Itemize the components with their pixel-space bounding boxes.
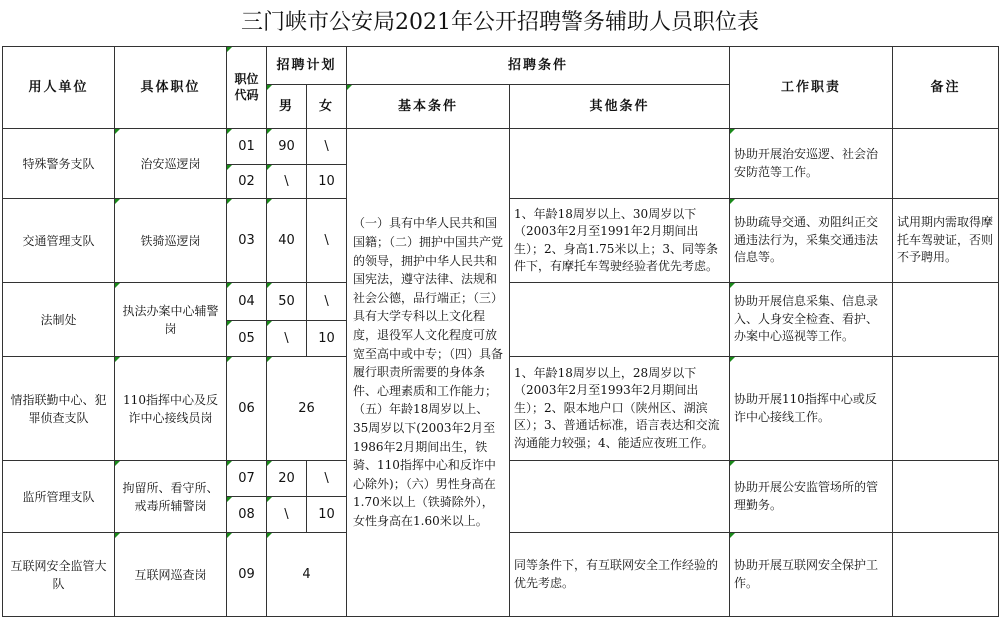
- code-cell: 09: [227, 533, 267, 617]
- male-cell: \: [267, 321, 307, 357]
- male-cell: 40: [267, 199, 307, 283]
- header-female: 女: [307, 85, 347, 129]
- total-cell: 26: [267, 357, 347, 461]
- female-cell: 10: [307, 165, 347, 199]
- other-conditions-empty: [510, 461, 730, 533]
- female-cell: 10: [307, 497, 347, 533]
- header-other: 其他条件: [510, 85, 730, 129]
- female-cell: 10: [307, 321, 347, 357]
- header-code: 职位代码: [227, 47, 267, 129]
- header-unit: 用人单位: [3, 47, 115, 129]
- code-cell: 04: [227, 283, 267, 321]
- header-male: 男: [267, 85, 307, 129]
- position-cell: 拘留所、看守所、戒毒所辅警岗: [115, 461, 227, 533]
- code-cell: 08: [227, 497, 267, 533]
- position-cell: 互联网巡查岗: [115, 533, 227, 617]
- note-traffic: 试用期内需取得摩托车驾驶证，否则不予聘用。: [893, 199, 999, 283]
- position-table-wrapper: [2, 46, 998, 616]
- duty-legal: 协助开展信息采集、信息录入、人身安全检查、看护、办案中心巡视等工作。: [730, 283, 893, 357]
- other-conditions-command: 1、年龄18周岁以上，28周岁以下（2003年2月至1993年2月期间出生）；2、限本地户口（陕州区、湖滨区）；3、普通话标准，语言表达和交流沟通能力较强；4、能适应夜班工作。: [510, 357, 730, 461]
- duty-internet: 协助开展互联网安全保护工作。: [730, 533, 893, 617]
- header-plan: 招聘计划: [267, 47, 347, 85]
- header-duty: 工作职责: [730, 47, 893, 129]
- code-cell: 06: [227, 357, 267, 461]
- unit-cell: 监所管理支队: [3, 461, 115, 533]
- male-cell: 20: [267, 461, 307, 497]
- position-cell: 110指挥中心及反诈中心接线员岗: [115, 357, 227, 461]
- header-basic: 基本条件: [347, 85, 510, 129]
- male-cell: \: [267, 165, 307, 199]
- position-cell: 铁骑巡逻岗: [115, 199, 227, 283]
- female-cell: \: [307, 283, 347, 321]
- other-conditions-empty: [510, 129, 730, 199]
- position-cell: 治安巡逻岗: [115, 129, 227, 199]
- code-cell: 02: [227, 165, 267, 199]
- duty-special: 协助开展治安巡逻、社会治安防范等工作。: [730, 129, 893, 199]
- header-position: 具体职位: [115, 47, 227, 129]
- code-cell: 05: [227, 321, 267, 357]
- position-cell: 执法办案中心辅警岗: [115, 283, 227, 357]
- female-cell: \: [307, 129, 347, 165]
- header-conditions: 招聘条件: [347, 47, 730, 85]
- duty-detention: 协助开展公安监管场所的管理勤务。: [730, 461, 893, 533]
- female-cell: \: [307, 199, 347, 283]
- code-cell: 01: [227, 129, 267, 165]
- male-cell: 50: [267, 283, 307, 321]
- unit-cell: 法制处: [3, 283, 115, 357]
- other-conditions-internet: 同等条件下，有互联网安全工作经验的优先考虑。: [510, 533, 730, 617]
- male-cell: 90: [267, 129, 307, 165]
- basic-conditions: （一）具有中华人民共和国国籍；（二）拥护中国共产党的领导，拥护中华人民共和国宪法，遵守法律、法规和社会公德，品行端正；（三）具有大学专科以上文化程度，退役军人文化程度可放宽至高中或中专；（四）具备履行职责所需要的身体条件、心理素质和工作能力；（五）年龄18周岁以上、35周岁以下(2003年2月至1986年2月期间出生，铁骑、110指挥中心和反诈中心除外)；（六）男性身高在1.70米以上（铁骑除外），女性身高在1.60米以上。: [347, 129, 510, 617]
- note-empty: [893, 357, 999, 461]
- note-empty: [893, 533, 999, 617]
- other-conditions-traffic: 1、年龄18周岁以上、30周岁以下（2003年2月至1991年2月期间出生）；2、身高1.75米以上；3、同等条件下，有摩托车驾驶经验者优先考虑。: [510, 199, 730, 283]
- note-empty: [893, 283, 999, 357]
- note-empty: [893, 129, 999, 199]
- position-table: [2, 46, 999, 617]
- duty-command: 协助开展110指挥中心或反诈中心接线工作。: [730, 357, 893, 461]
- page-title: 三门峡市公安局2021年公开招聘警务辅助人员职位表: [241, 10, 759, 35]
- unit-cell: 互联网安全监管大队: [3, 533, 115, 617]
- female-cell: \: [307, 461, 347, 497]
- code-cell: 07: [227, 461, 267, 497]
- unit-cell: 交通管理支队: [3, 199, 115, 283]
- other-conditions-empty: [510, 283, 730, 357]
- unit-cell: 情指联勤中心、犯罪侦查支队: [3, 357, 115, 461]
- unit-cell: 特殊警务支队: [3, 129, 115, 199]
- code-cell: 03: [227, 199, 267, 283]
- header-note: 备注: [893, 47, 999, 129]
- total-cell: 4: [267, 533, 347, 617]
- duty-traffic: 协助疏导交通、劝阻纠正交通违法行为，采集交通违法信息等。: [730, 199, 893, 283]
- male-cell: \: [267, 497, 307, 533]
- note-empty: [893, 461, 999, 533]
